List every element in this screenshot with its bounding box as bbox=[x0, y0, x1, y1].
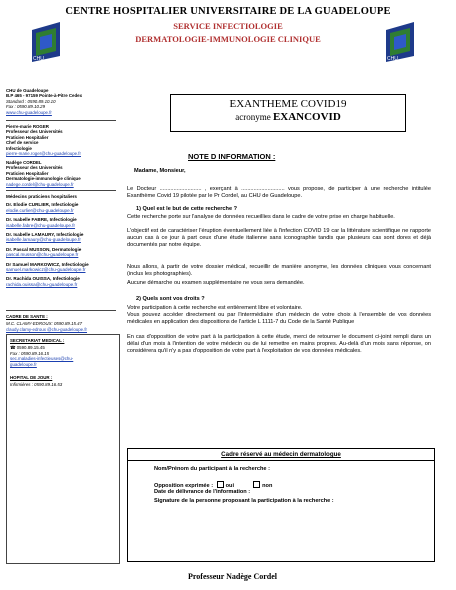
phone-icon: ☎ bbox=[10, 345, 16, 351]
sidebar-secretariat-block bbox=[10, 338, 118, 388]
doctor-ouissa-email[interactable]: rachida.ouissa@chu-guadeloupe.fr bbox=[6, 281, 78, 287]
roger-title-3: Chef de service bbox=[6, 140, 39, 146]
reserved-heading: Cadre réservé au médecin dermatologue bbox=[221, 451, 341, 458]
sidebar-cordel-block bbox=[6, 160, 114, 187]
sidebar-divider bbox=[6, 310, 116, 311]
intro-paragraph: Le Docteur ........................... , exerçant à ............................ vous propose, de participer à une recherche intitulée Exanthème Covid 19 pilotée par le Pr Cordel, au CHU de Guadeloupe. bbox=[127, 186, 431, 199]
doctor-musson: Dr. Pascal MUSSON, Dermatologie bbox=[6, 246, 82, 252]
paragraph-5: Votre participation à cette recherche est entièrement libre et volontaire. bbox=[127, 305, 303, 311]
medecins-heading: Médecins praticiens hospitaliers bbox=[6, 194, 77, 199]
reserved-dermatologist-box bbox=[127, 448, 435, 562]
svg-text:CHU: CHU bbox=[33, 56, 44, 62]
secretariat-phone-number: 0590.89.15.45 bbox=[16, 345, 45, 351]
paragraph-1: Cette recherche porte sur l'analyse de données recueillies dans le cadre de votre prise en charge habituelle. bbox=[127, 214, 395, 220]
cordel-name: Nadège CORDEL bbox=[6, 160, 42, 165]
sidebar-address: B.P 465 - 97159 Pointe-à-Pitre Cedex bbox=[6, 93, 83, 99]
sidebar-contact-block bbox=[6, 88, 114, 115]
signatory-name: Professeur Nadège Cordel bbox=[188, 572, 278, 581]
department-heading: DERMATOLOGIE-IMMUNOLOGIE CLINIQUE bbox=[135, 34, 321, 44]
doctor-fabre: Dr. Isabelle FABRE, Infectiologie bbox=[6, 217, 77, 223]
cadre-email-link[interactable]: claudy.clamy-edroux @chu-guadeloupe.fr bbox=[6, 326, 88, 332]
paragraph-2: L'objectif est de caractériser l'éruption éventuellement liée à l'infection COVID 19 car la littérature scientifique ne rapporte aucun cas à ce jour à part ceux d'une étude italienne sans iconographie tandis que plusieurs cas sont dores et déjà documentés par notre équipe. bbox=[127, 228, 431, 248]
hopital-phone: Infirmières : 0590.89.16.53 bbox=[10, 382, 63, 388]
roger-title-2: Praticien Hospitalier bbox=[6, 134, 49, 140]
paragraph-4: Aucune démarche ou examen supplémentaire ne vous sera demandée. bbox=[127, 280, 305, 286]
reserved-divider bbox=[128, 460, 434, 461]
roger-title-4: Infectiologie bbox=[6, 145, 32, 151]
non-checkbox[interactable] bbox=[253, 481, 260, 488]
doctor-markowicz-email[interactable]: samuel.markowicz@chu-guadeloupe.fr bbox=[6, 267, 86, 273]
doctor-musson-email[interactable]: pascal.musson@chu-guadeloupe.fr bbox=[6, 252, 79, 258]
salutation bbox=[134, 168, 438, 175]
cadre-name: M.C. CLAMY-EDROUX: 0590.89.15.47 bbox=[6, 321, 83, 327]
sidebar-chu: CHU de Guadeloupe bbox=[6, 88, 49, 93]
service-heading: SERVICE INFECTIOLOGIE bbox=[173, 21, 283, 31]
paragraph-7: En cas d'opposition de votre part à la participation à cette étude, merci de retourner le document ci-joint rempli dans un délai d'un mois à l'intention de votre médecin ou de lui remettre en mains propres. Au-delà d'un mois sans réponse, on considérera qu'il n'y a pas d'opposition de votre part à l'exploitation de vos données médicales. bbox=[127, 334, 431, 354]
opposition-row bbox=[154, 481, 272, 489]
secretariat-fax: Fax : 0590.89.16.15 bbox=[10, 350, 50, 356]
sidebar-fax: Fax : 0590.89.10.29 bbox=[6, 104, 46, 110]
sidebar-doctors-block bbox=[6, 194, 114, 287]
non-label: non bbox=[262, 483, 273, 489]
sidebar-standard: Standard : 0590.89.10.10 bbox=[6, 98, 56, 104]
roger-email-link[interactable]: pierre-marie.roger@chu-guadeloupe.fr bbox=[6, 151, 81, 157]
svg-text:CHU: CHU bbox=[387, 56, 398, 62]
sidebar-roger-block bbox=[6, 124, 114, 156]
sidebar-divider bbox=[6, 190, 116, 191]
question-1: 1) Quel est le but de cette recherche ? bbox=[136, 206, 238, 212]
salutation-text: Madame, Monsieur, bbox=[134, 168, 186, 174]
study-acronym: EXANCOVID bbox=[272, 111, 341, 123]
cordel-title-2: Praticien Hospitalier bbox=[6, 170, 49, 176]
roger-title-1: Professeur des Universités bbox=[6, 129, 63, 135]
doctor-lamaury: Dr. Isabelle LAMAURY, Infectiologie bbox=[6, 232, 84, 238]
question-2: 2) Quels sont vos droits ? bbox=[136, 296, 205, 302]
cordel-title-1: Professeur des Universités bbox=[6, 165, 63, 171]
secretariat-email-link-cont[interactable]: guadeloupe.fr bbox=[10, 361, 37, 367]
study-title: EXANTHEME COVID19 bbox=[229, 98, 347, 110]
title-box bbox=[170, 94, 406, 132]
doctor-markowicz: Dr Samuel MARKOWICZ, Infectiologie bbox=[6, 261, 89, 267]
cordel-email-link[interactable]: nadege.cordel@chu-guadeloupe.fr bbox=[6, 181, 74, 187]
roger-name: Pierre-marie ROGER bbox=[6, 124, 49, 129]
secretariat-heading: SECRETARIAT MEDICAL : bbox=[10, 338, 65, 343]
cordel-title-3: Dermatologie-immunologie clinique bbox=[6, 176, 81, 182]
note-information-heading: NOTE D INFORMATION : bbox=[188, 152, 276, 161]
sidebar-divider bbox=[6, 120, 116, 121]
secretariat-email-link[interactable]: sec.maladies-infectieuses@chu- bbox=[10, 356, 74, 362]
doctor-lamaury-email[interactable]: isabelle.lamaury@chu-guadeloupe.fr bbox=[6, 237, 81, 243]
sidebar-website-link[interactable]: www.chu-guadeloupe.fr bbox=[6, 109, 52, 115]
doctor-curlier-email[interactable]: elodie.curlier@chu-guadeloupe.fr bbox=[6, 207, 74, 213]
sidebar-cadre-block bbox=[6, 314, 114, 332]
acronym-prefix: acronyme bbox=[235, 112, 271, 122]
oui-checkbox[interactable] bbox=[217, 481, 224, 488]
doctor-curlier: Dr. Elodie CURLIER, Infectiologie bbox=[6, 202, 79, 208]
doctor-fabre-email[interactable]: isabelle.fabre@chu-guadeloupe.fr bbox=[6, 222, 76, 228]
hopital-heading: HOPITAL DE JOUR : bbox=[10, 375, 53, 381]
oui-label: oui bbox=[225, 483, 235, 489]
study-acronym-line bbox=[171, 111, 405, 123]
institution-heading: CENTRE HOSPITALIER UNIVERSITAIRE DE LA GUADELOUPE bbox=[65, 6, 391, 17]
delivery-date-field[interactable]: Date de délivrance de l'information : bbox=[154, 489, 251, 495]
paragraph-6: Vous pouvez accéder directement ou par l'intermédiaire d'un médecin de votre choix à l'ensemble de vos données médicales en application des dispositions de l'article L 1111-7 du Code de la Santé Publique bbox=[127, 312, 431, 325]
paragraph-3: Nous allons, à partir de votre dossier médical, recueillir de manière anonyme, les données cliniques vous concernant (inclus les photographies). bbox=[127, 264, 431, 277]
doctor-ouissa: Dr. Rachida OUISSA, Infectiologie bbox=[6, 276, 80, 282]
signature-field[interactable]: Signature de la personne proposant la participation à la recherche : bbox=[154, 498, 334, 504]
opposition-label: Opposition exprimée : bbox=[154, 483, 214, 489]
cadre-heading: CADRE DE SANTE : bbox=[6, 314, 48, 319]
participant-name-field[interactable]: Nom/Prénom du participant à la recherche : bbox=[154, 466, 270, 472]
